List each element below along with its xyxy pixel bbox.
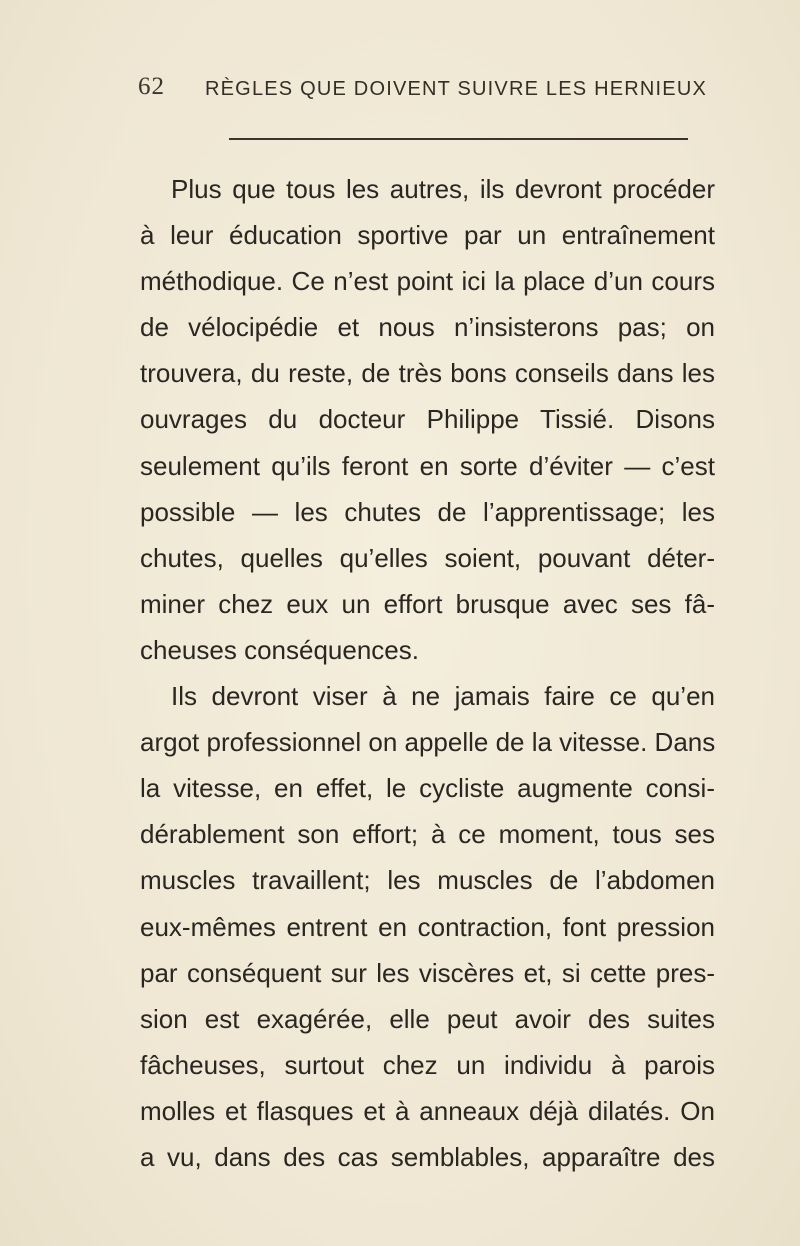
- text-line: seulement qu’ils feront en sorte d’éviter — c’est: [140, 450, 715, 481]
- text-line: dérablement son effort; à ce moment, tous ses: [140, 819, 715, 850]
- text-line: de vélocipédie et nous n’insisterons pas; on: [140, 312, 715, 343]
- text-line: Ils devront viser à ne jamais faire ce qu’en: [171, 681, 715, 712]
- text-line: fâcheuses, surtout chez un individu à parois: [140, 1049, 715, 1080]
- text-line: méthodique. Ce n’est point ici la place d’un cours: [140, 266, 715, 297]
- text-line: argot professionnel on appelle de la vitesse. Dans: [140, 727, 716, 758]
- page-number: 62: [138, 73, 165, 100]
- text-line: eux-mêmes entrent en contraction, font pression: [140, 911, 715, 942]
- text-line: trouvera, du reste, de très bons conseils dans les: [140, 358, 715, 389]
- running-head: RÈGLES QUE DOIVENT SUIVRE LES HERNIEUX: [205, 78, 708, 100]
- text-line: possible — les chutes de l’apprentissage; les: [140, 496, 715, 527]
- header-rule: [229, 138, 688, 140]
- text-line: a vu, dans des cas semblables, apparaître des: [140, 1141, 715, 1172]
- page-header: [138, 73, 708, 107]
- text-line: molles et flasques et à anneaux déjà dilatés. On: [140, 1095, 715, 1126]
- text-line: cheuses conséquences.: [140, 634, 419, 665]
- text-line: la vitesse, en effet, le cycliste augmente consi-: [140, 773, 715, 804]
- text-line: ouvrages du docteur Philippe Tissié. Disons: [140, 404, 715, 435]
- text-line: à leur éducation sportive par un entraînement: [140, 220, 715, 251]
- text-line: miner chez eux un effort brusque avec ses fâ-: [140, 588, 715, 619]
- body-text: [140, 166, 715, 1180]
- text-line: muscles travaillent; les muscles de l’abdomen: [140, 865, 715, 896]
- text-line: sion est exagérée, elle peut avoir des suites: [140, 1003, 715, 1034]
- text-line: chutes, quelles qu’elles soient, pouvant déter-: [140, 542, 715, 573]
- text-line: par conséquent sur les viscères et, si cette pres-: [140, 957, 715, 988]
- text-line: Plus que tous les autres, ils devront procéder: [171, 174, 715, 204]
